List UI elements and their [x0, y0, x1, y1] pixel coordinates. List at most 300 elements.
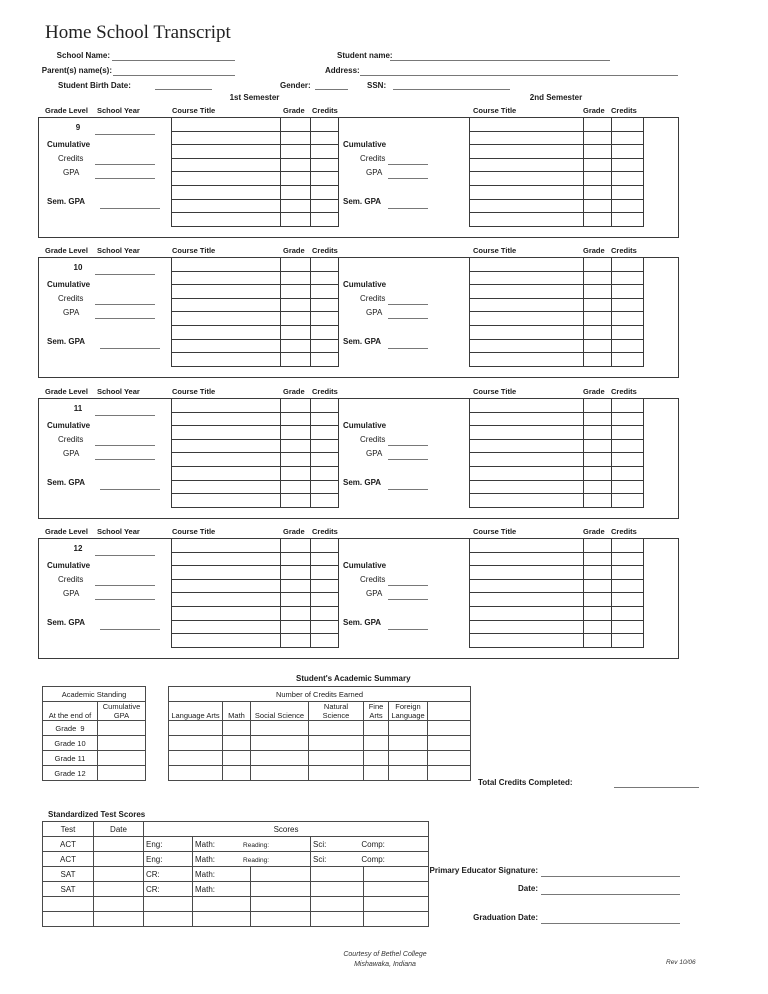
school-year-field[interactable]: [95, 134, 155, 135]
empty-cell[interactable]: [584, 620, 612, 634]
empty-cell[interactable]: [281, 412, 311, 426]
cumulative-credits-field[interactable]: [388, 164, 428, 165]
empty-cell[interactable]: [584, 199, 612, 213]
empty-cell[interactable]: [584, 634, 612, 648]
empty-cell[interactable]: [470, 118, 584, 132]
educator-signature-field[interactable]: [541, 876, 680, 877]
empty-cell[interactable]: [612, 439, 644, 453]
address-field[interactable]: [360, 75, 678, 76]
empty-cell[interactable]: [428, 766, 471, 781]
sem-gpa-field[interactable]: [100, 629, 160, 630]
semester1-course-table[interactable]: [171, 117, 339, 227]
sat-math-cell[interactable]: [193, 882, 251, 897]
empty-cell[interactable]: [311, 466, 339, 480]
empty-cell[interactable]: [172, 118, 281, 132]
empty-cell[interactable]: [584, 118, 612, 132]
empty-cell[interactable]: [311, 131, 339, 145]
empty-cell[interactable]: [364, 766, 389, 781]
empty-cell[interactable]: [584, 593, 612, 607]
empty-cell[interactable]: [470, 172, 584, 186]
birth-date-field[interactable]: [155, 89, 212, 90]
empty-cell[interactable]: [584, 298, 612, 312]
empty-cell[interactable]: [251, 721, 309, 736]
empty-cell[interactable]: [169, 751, 223, 766]
empty-cell[interactable]: [612, 480, 644, 494]
school-name-field[interactable]: [112, 60, 235, 61]
empty-cell[interactable]: [172, 213, 281, 227]
empty-cell[interactable]: [172, 566, 281, 580]
empty-cell[interactable]: [172, 325, 281, 339]
sem-gpa-field[interactable]: [100, 208, 160, 209]
empty-cell[interactable]: [311, 882, 364, 897]
empty-cell[interactable]: [612, 353, 644, 367]
empty-cell[interactable]: [470, 185, 584, 199]
empty-cell[interactable]: [172, 185, 281, 199]
cumulative-gpa-field[interactable]: [95, 178, 155, 179]
cumulative-gpa-field[interactable]: [388, 318, 428, 319]
empty-cell[interactable]: [172, 172, 281, 186]
empty-cell[interactable]: [311, 399, 339, 413]
empty-cell[interactable]: [172, 271, 281, 285]
empty-cell[interactable]: [251, 897, 311, 912]
empty-cell[interactable]: [172, 593, 281, 607]
empty-cell[interactable]: [428, 751, 471, 766]
empty-cell[interactable]: [311, 339, 339, 353]
empty-cell[interactable]: [172, 606, 281, 620]
empty-cell[interactable]: [281, 494, 311, 508]
cumulative-credits-field[interactable]: [388, 445, 428, 446]
empty-cell[interactable]: [584, 131, 612, 145]
empty-cell[interactable]: [311, 271, 339, 285]
empty-cell[interactable]: [584, 439, 612, 453]
empty-cell[interactable]: [281, 620, 311, 634]
empty-cell[interactable]: [470, 312, 584, 326]
cumulative-credits-field[interactable]: [95, 164, 155, 165]
empty-cell[interactable]: [172, 412, 281, 426]
empty-cell[interactable]: [311, 494, 339, 508]
empty-cell[interactable]: [612, 118, 644, 132]
empty-cell[interactable]: [309, 751, 364, 766]
empty-cell[interactable]: [311, 539, 339, 553]
graduation-date-field[interactable]: [541, 923, 680, 924]
empty-cell[interactable]: [281, 258, 311, 272]
semester2-course-table[interactable]: [469, 398, 644, 508]
empty-cell[interactable]: [584, 145, 612, 159]
empty-cell[interactable]: [470, 412, 584, 426]
sem-gpa-field[interactable]: [100, 348, 160, 349]
ssn-field[interactable]: [393, 89, 510, 90]
empty-cell[interactable]: [281, 353, 311, 367]
empty-cell[interactable]: [172, 199, 281, 213]
cumulative-credits-field[interactable]: [95, 445, 155, 446]
empty-cell[interactable]: [98, 766, 146, 781]
empty-cell[interactable]: [172, 158, 281, 172]
empty-cell[interactable]: [281, 439, 311, 453]
empty-cell[interactable]: [172, 480, 281, 494]
empty-cell[interactable]: [364, 882, 429, 897]
empty-cell[interactable]: [612, 158, 644, 172]
sem-gpa-field[interactable]: [388, 629, 428, 630]
empty-cell[interactable]: [281, 566, 311, 580]
empty-cell[interactable]: [172, 620, 281, 634]
school-year-field[interactable]: [95, 274, 155, 275]
act-date-cell[interactable]: [94, 837, 144, 852]
school-year-field[interactable]: [95, 555, 155, 556]
empty-cell[interactable]: [612, 620, 644, 634]
empty-cell[interactable]: [172, 579, 281, 593]
empty-cell[interactable]: [584, 453, 612, 467]
empty-cell[interactable]: [281, 185, 311, 199]
empty-cell[interactable]: [470, 552, 584, 566]
empty-cell[interactable]: [98, 721, 146, 736]
empty-cell[interactable]: [612, 566, 644, 580]
cumulative-credits-field[interactable]: [95, 304, 155, 305]
empty-cell[interactable]: [172, 426, 281, 440]
empty-cell[interactable]: [281, 131, 311, 145]
empty-cell[interactable]: [281, 285, 311, 299]
empty-cell[interactable]: [193, 897, 251, 912]
act-sci-comp-cell[interactable]: [311, 852, 429, 867]
empty-cell[interactable]: [612, 298, 644, 312]
empty-cell[interactable]: [43, 897, 94, 912]
act-math-reading-cell[interactable]: [193, 837, 311, 852]
empty-cell[interactable]: [470, 606, 584, 620]
empty-cell[interactable]: [612, 412, 644, 426]
empty-cell[interactable]: [584, 606, 612, 620]
empty-cell[interactable]: [470, 399, 584, 413]
sat-cr-cell[interactable]: [144, 882, 193, 897]
empty-cell[interactable]: [584, 353, 612, 367]
empty-cell[interactable]: [612, 172, 644, 186]
empty-cell[interactable]: [389, 721, 428, 736]
empty-cell[interactable]: [584, 566, 612, 580]
empty-cell[interactable]: [311, 213, 339, 227]
empty-cell[interactable]: [584, 412, 612, 426]
empty-cell[interactable]: [172, 339, 281, 353]
empty-cell[interactable]: [172, 353, 281, 367]
empty-cell[interactable]: [311, 897, 364, 912]
empty-cell[interactable]: [584, 172, 612, 186]
empty-cell[interactable]: [389, 736, 428, 751]
empty-cell[interactable]: [389, 751, 428, 766]
empty-cell[interactable]: [172, 466, 281, 480]
empty-cell[interactable]: [612, 285, 644, 299]
empty-cell[interactable]: [584, 325, 612, 339]
empty-cell[interactable]: [281, 158, 311, 172]
empty-cell[interactable]: [470, 539, 584, 553]
empty-cell[interactable]: [612, 593, 644, 607]
empty-cell[interactable]: [172, 399, 281, 413]
empty-cell[interactable]: [311, 439, 339, 453]
empty-cell[interactable]: [311, 185, 339, 199]
empty-cell[interactable]: [98, 736, 146, 751]
empty-cell[interactable]: [584, 579, 612, 593]
empty-cell[interactable]: [94, 912, 144, 927]
empty-cell[interactable]: [251, 751, 309, 766]
empty-cell[interactable]: [470, 271, 584, 285]
empty-cell[interactable]: [311, 593, 339, 607]
act-sci-comp-cell[interactable]: [311, 837, 429, 852]
empty-cell[interactable]: [612, 145, 644, 159]
empty-cell[interactable]: [612, 494, 644, 508]
empty-cell[interactable]: [428, 736, 471, 751]
empty-cell[interactable]: [311, 285, 339, 299]
empty-cell[interactable]: [281, 480, 311, 494]
empty-cell[interactable]: [584, 494, 612, 508]
empty-cell[interactable]: [311, 258, 339, 272]
act-date-cell[interactable]: [94, 852, 144, 867]
cumulative-gpa-field[interactable]: [388, 178, 428, 179]
empty-cell[interactable]: [612, 339, 644, 353]
student-name-field[interactable]: [390, 60, 610, 61]
school-year-field[interactable]: [95, 415, 155, 416]
empty-cell[interactable]: [470, 131, 584, 145]
empty-cell[interactable]: [172, 453, 281, 467]
academic-standing-table[interactable]: [42, 686, 146, 781]
empty-cell[interactable]: [584, 480, 612, 494]
sat-cr-cell[interactable]: [144, 867, 193, 882]
semester2-course-table[interactable]: [469, 117, 644, 227]
empty-cell[interactable]: [311, 620, 339, 634]
empty-cell[interactable]: [612, 399, 644, 413]
empty-cell[interactable]: [584, 339, 612, 353]
gender-field[interactable]: [315, 89, 348, 90]
empty-cell[interactable]: [172, 539, 281, 553]
empty-cell[interactable]: [470, 325, 584, 339]
sem-gpa-field[interactable]: [388, 348, 428, 349]
empty-cell[interactable]: [470, 579, 584, 593]
empty-cell[interactable]: [281, 312, 311, 326]
empty-cell[interactable]: [311, 634, 339, 648]
cumulative-gpa-field[interactable]: [95, 318, 155, 319]
test-scores-table[interactable]: [42, 821, 429, 927]
empty-cell[interactable]: [311, 412, 339, 426]
empty-cell[interactable]: [470, 258, 584, 272]
empty-cell[interactable]: [470, 285, 584, 299]
empty-cell[interactable]: [470, 339, 584, 353]
cumulative-gpa-field[interactable]: [95, 599, 155, 600]
empty-cell[interactable]: [251, 867, 311, 882]
empty-cell[interactable]: [311, 579, 339, 593]
empty-cell[interactable]: [470, 634, 584, 648]
empty-cell[interactable]: [309, 766, 364, 781]
sat-math-cell[interactable]: [193, 867, 251, 882]
empty-cell[interactable]: [470, 439, 584, 453]
empty-cell[interactable]: [612, 131, 644, 145]
empty-cell[interactable]: [470, 426, 584, 440]
act-eng-cell[interactable]: [144, 852, 193, 867]
cumulative-credits-field[interactable]: [388, 304, 428, 305]
empty-cell[interactable]: [311, 606, 339, 620]
credits-earned-table[interactable]: [168, 686, 471, 781]
empty-cell[interactable]: [223, 721, 251, 736]
cumulative-gpa-field[interactable]: [95, 459, 155, 460]
empty-cell[interactable]: [309, 721, 364, 736]
empty-cell[interactable]: [223, 766, 251, 781]
semester2-course-table[interactable]: [469, 257, 644, 367]
empty-cell[interactable]: [281, 271, 311, 285]
empty-cell[interactable]: [193, 912, 251, 927]
sem-gpa-field[interactable]: [388, 208, 428, 209]
empty-cell[interactable]: [281, 399, 311, 413]
empty-cell[interactable]: [311, 353, 339, 367]
empty-cell[interactable]: [172, 494, 281, 508]
sat-date-cell[interactable]: [94, 882, 144, 897]
empty-cell[interactable]: [172, 285, 281, 299]
empty-cell[interactable]: [364, 721, 389, 736]
empty-cell[interactable]: [281, 453, 311, 467]
empty-cell[interactable]: [281, 466, 311, 480]
empty-cell[interactable]: [309, 736, 364, 751]
empty-cell[interactable]: [584, 399, 612, 413]
empty-cell[interactable]: [612, 325, 644, 339]
empty-cell[interactable]: [584, 271, 612, 285]
empty-cell[interactable]: [470, 466, 584, 480]
empty-cell[interactable]: [281, 606, 311, 620]
semester1-course-table[interactable]: [171, 538, 339, 648]
empty-cell[interactable]: [311, 298, 339, 312]
empty-cell[interactable]: [470, 593, 584, 607]
empty-cell[interactable]: [281, 145, 311, 159]
empty-cell[interactable]: [612, 634, 644, 648]
empty-cell[interactable]: [172, 439, 281, 453]
empty-cell[interactable]: [470, 353, 584, 367]
empty-cell[interactable]: [172, 312, 281, 326]
act-math-reading-cell[interactable]: [193, 852, 311, 867]
empty-cell[interactable]: [389, 766, 428, 781]
empty-cell[interactable]: [584, 426, 612, 440]
empty-cell[interactable]: [281, 172, 311, 186]
empty-cell[interactable]: [311, 426, 339, 440]
empty-cell[interactable]: [470, 199, 584, 213]
empty-cell[interactable]: [311, 172, 339, 186]
empty-cell[interactable]: [251, 912, 311, 927]
empty-cell[interactable]: [251, 766, 309, 781]
empty-cell[interactable]: [311, 118, 339, 132]
empty-cell[interactable]: [94, 897, 144, 912]
empty-cell[interactable]: [612, 606, 644, 620]
empty-cell[interactable]: [584, 258, 612, 272]
empty-cell[interactable]: [281, 539, 311, 553]
empty-cell[interactable]: [281, 199, 311, 213]
empty-cell[interactable]: [470, 298, 584, 312]
sem-gpa-field[interactable]: [388, 489, 428, 490]
date-field[interactable]: [541, 894, 680, 895]
empty-cell[interactable]: [281, 426, 311, 440]
empty-cell[interactable]: [311, 199, 339, 213]
empty-cell[interactable]: [584, 213, 612, 227]
empty-cell[interactable]: [98, 751, 146, 766]
empty-cell[interactable]: [281, 213, 311, 227]
empty-cell[interactable]: [612, 579, 644, 593]
empty-cell[interactable]: [364, 912, 429, 927]
empty-cell[interactable]: [364, 751, 389, 766]
empty-cell[interactable]: [311, 312, 339, 326]
empty-cell[interactable]: [612, 199, 644, 213]
empty-cell[interactable]: [428, 721, 471, 736]
empty-cell[interactable]: [281, 579, 311, 593]
empty-cell[interactable]: [584, 539, 612, 553]
empty-cell[interactable]: [612, 426, 644, 440]
empty-cell[interactable]: [612, 271, 644, 285]
sat-date-cell[interactable]: [94, 867, 144, 882]
empty-cell[interactable]: [281, 339, 311, 353]
empty-cell[interactable]: [223, 751, 251, 766]
empty-cell[interactable]: [311, 145, 339, 159]
empty-cell[interactable]: [311, 912, 364, 927]
empty-cell[interactable]: [281, 634, 311, 648]
empty-cell[interactable]: [311, 158, 339, 172]
empty-cell[interactable]: [470, 620, 584, 634]
empty-cell[interactable]: [169, 766, 223, 781]
cumulative-gpa-field[interactable]: [388, 459, 428, 460]
empty-cell[interactable]: [281, 298, 311, 312]
act-eng-cell[interactable]: [144, 837, 193, 852]
empty-cell[interactable]: [281, 118, 311, 132]
empty-cell[interactable]: [470, 213, 584, 227]
empty-cell[interactable]: [584, 185, 612, 199]
empty-cell[interactable]: [612, 466, 644, 480]
empty-cell[interactable]: [251, 882, 311, 897]
empty-cell[interactable]: [281, 593, 311, 607]
empty-cell[interactable]: [612, 213, 644, 227]
empty-cell[interactable]: [311, 325, 339, 339]
cumulative-credits-field[interactable]: [388, 585, 428, 586]
empty-cell[interactable]: [169, 736, 223, 751]
empty-cell[interactable]: [612, 185, 644, 199]
sem-gpa-field[interactable]: [100, 489, 160, 490]
empty-cell[interactable]: [470, 158, 584, 172]
empty-cell[interactable]: [251, 736, 309, 751]
empty-cell[interactable]: [311, 552, 339, 566]
empty-cell[interactable]: [223, 736, 251, 751]
empty-cell[interactable]: [172, 145, 281, 159]
empty-cell[interactable]: [311, 867, 364, 882]
empty-cell[interactable]: [311, 453, 339, 467]
empty-cell[interactable]: [612, 258, 644, 272]
empty-cell[interactable]: [470, 145, 584, 159]
semester1-course-table[interactable]: [171, 257, 339, 367]
empty-cell[interactable]: [311, 480, 339, 494]
semester1-course-table[interactable]: [171, 398, 339, 508]
empty-cell[interactable]: [144, 912, 193, 927]
empty-cell[interactable]: [584, 312, 612, 326]
empty-cell[interactable]: [169, 721, 223, 736]
empty-cell[interactable]: [311, 566, 339, 580]
empty-cell[interactable]: [612, 312, 644, 326]
semester2-course-table[interactable]: [469, 538, 644, 648]
empty-cell[interactable]: [612, 453, 644, 467]
empty-cell[interactable]: [584, 552, 612, 566]
total-credits-field[interactable]: [614, 787, 699, 788]
empty-cell[interactable]: [584, 158, 612, 172]
empty-cell[interactable]: [281, 552, 311, 566]
empty-cell[interactable]: [172, 634, 281, 648]
cumulative-credits-field[interactable]: [95, 585, 155, 586]
empty-cell[interactable]: [43, 912, 94, 927]
parents-names-field[interactable]: [113, 75, 235, 76]
empty-cell[interactable]: [470, 494, 584, 508]
empty-cell[interactable]: [172, 552, 281, 566]
empty-cell[interactable]: [470, 480, 584, 494]
empty-cell[interactable]: [584, 285, 612, 299]
empty-cell[interactable]: [470, 453, 584, 467]
empty-cell[interactable]: [172, 131, 281, 145]
empty-cell[interactable]: [584, 466, 612, 480]
empty-cell[interactable]: [172, 258, 281, 272]
empty-cell[interactable]: [470, 566, 584, 580]
empty-cell[interactable]: [172, 298, 281, 312]
